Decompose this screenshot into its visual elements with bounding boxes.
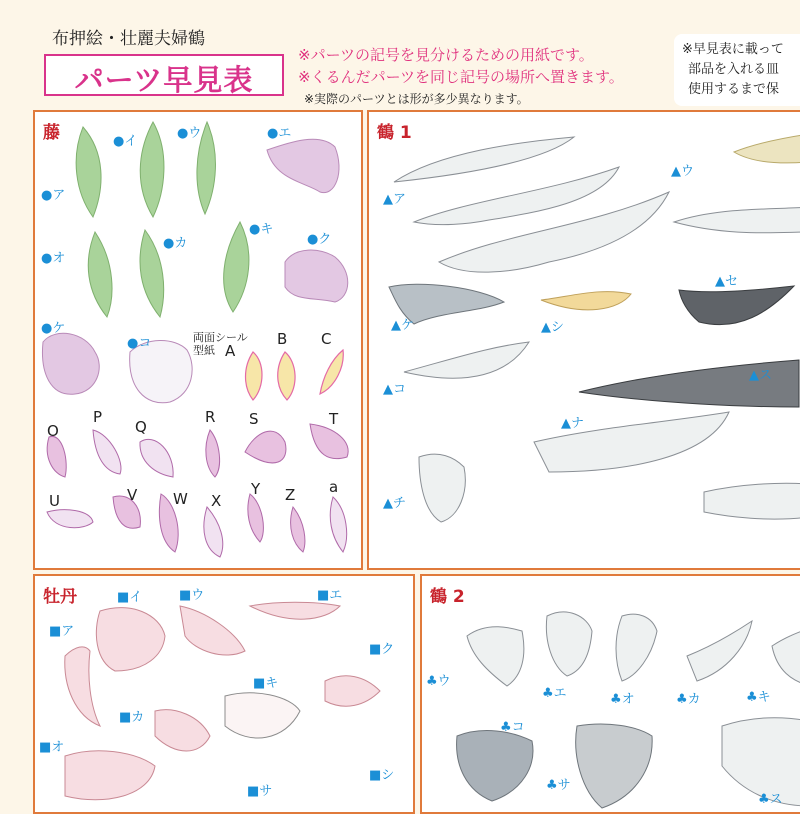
fuji-letter-S: S [249, 410, 259, 428]
tsuru2-label-o: ♣オ [610, 692, 635, 707]
botan-part-e [250, 602, 340, 619]
botan-label-u: ■ウ [179, 588, 205, 603]
tsuru1-label-u: ▲ウ [671, 164, 694, 179]
page-title-box [44, 54, 284, 96]
side-note-line-3: 使用するまで保 [688, 82, 780, 97]
tsuru2-label-e: ♣エ [542, 686, 567, 701]
fuji-letter-V: V [127, 486, 138, 504]
tsuru2-label-ka: ♣カ [676, 692, 701, 707]
side-note-line-1: ※早見表に載って [682, 42, 784, 57]
note-3: ※実際のパーツとは形が多少異なります。 [304, 92, 529, 106]
tsuru1-label-se: ▲セ [715, 274, 738, 289]
fuji-part-C [320, 350, 343, 394]
fuji-label-e: ●エ [267, 126, 292, 141]
tsuru2-label-u: ♣ウ [426, 674, 451, 689]
fuji-label-ko: ●コ [127, 336, 152, 351]
fuji-part-i [140, 122, 164, 217]
fuji-letter-B: B [277, 330, 288, 348]
botan-label-ku: ■ク [369, 642, 395, 657]
panel-tsuru1 [367, 110, 800, 570]
fuji-part-P [93, 430, 121, 474]
tsuru1-label-shi: ▲シ [541, 320, 564, 335]
fuji-label-ke: ●ケ [41, 321, 66, 336]
fuji-part-O [47, 436, 66, 477]
fuji-part-a-small [330, 497, 346, 552]
template-label-2: 型紙 [193, 344, 215, 357]
fuji-label-i: ●イ [113, 134, 138, 149]
fuji-part-Q [140, 439, 173, 477]
botan-part-a [65, 647, 100, 726]
fuji-part-ke [42, 333, 99, 394]
fuji-label-u: ●ウ [177, 126, 202, 141]
fuji-part-R [206, 430, 220, 477]
fuji-part-ki [224, 222, 249, 312]
panel-tsuru2 [420, 574, 800, 814]
panel-fuji-title: 藤 [43, 123, 60, 143]
subtitle: 布押絵・壮麗夫婦鶴 [52, 29, 205, 49]
botan-label-a: ■ア [49, 624, 75, 639]
tsuru2-label-sa: ♣サ [546, 778, 571, 793]
fuji-letter-P: P [93, 408, 103, 426]
botan-label-ki: ■キ [253, 676, 279, 691]
botan-part-u [180, 606, 245, 655]
fuji-part-T [310, 424, 348, 459]
botan-parts-drawing [35, 576, 415, 814]
fuji-part-e [267, 139, 339, 192]
fuji-label-ka: ●カ [163, 236, 188, 251]
fuji-part-X [204, 507, 223, 557]
note-1: ※パーツの記号を見分けるための用紙です。 [298, 46, 594, 64]
fuji-part-U [47, 510, 93, 528]
fuji-part-Z [291, 507, 305, 552]
tsuru2-label-su: ♣ス [758, 792, 783, 807]
fuji-part-a [76, 127, 101, 217]
fuji-letter-Q: Q [135, 418, 147, 436]
tsuru2-part-ki [772, 628, 800, 686]
tsuru2-label-ki: ♣キ [746, 690, 771, 705]
tsuru2-part-o [616, 614, 657, 681]
botan-label-ka: ■カ [119, 710, 145, 725]
tsuru1-label-chi: ▲チ [383, 496, 406, 511]
fuji-part-B [278, 352, 295, 400]
tsuru1-part-shi [541, 292, 631, 310]
fuji-part-ka [140, 230, 164, 317]
side-note-box [674, 34, 800, 106]
tsuru2-part-ka [687, 621, 752, 681]
fuji-label-o: ●オ [41, 251, 66, 266]
fuji-part-A [246, 352, 263, 400]
tsuru2-label-ko: ♣コ [500, 720, 525, 735]
fuji-letter-X: X [211, 492, 222, 510]
tsuru1-part-a-top [394, 137, 574, 182]
fuji-letter-U: U [49, 492, 60, 510]
tsuru1-part-ko-wing [404, 342, 529, 378]
panel-botan [33, 574, 415, 814]
fuji-letter-Y: Y [251, 480, 261, 498]
tsuru2-part-e [546, 612, 592, 676]
panel-botan-title: 牡丹 [43, 587, 77, 607]
tsuru1-part-chi [419, 454, 465, 522]
botan-part-i [96, 608, 165, 671]
fuji-part-S [245, 431, 286, 463]
fuji-part-o [88, 232, 112, 317]
tsuru1-part-se [679, 286, 794, 325]
botan-label-shi: ■シ [369, 768, 395, 783]
botan-label-sa: ■サ [247, 784, 273, 799]
tsuru1-parts-drawing [369, 112, 800, 570]
botan-label-i: ■イ [117, 590, 143, 605]
tsuru1-part-side [674, 207, 800, 233]
side-note-line-2: 部品を入れる皿 [688, 62, 780, 77]
fuji-letter-a: a [329, 478, 339, 496]
fuji-letter-O: O [47, 422, 59, 440]
fuji-letter-A: A [225, 342, 236, 360]
tsuru1-label-ke: ▲ケ [391, 318, 414, 333]
fuji-letter-R: R [205, 408, 216, 426]
template-label-1: 両面シール [193, 331, 248, 344]
botan-label-e: ■エ [317, 588, 343, 603]
fuji-letter-T: T [329, 410, 339, 428]
fuji-label-a: ●ア [41, 188, 66, 203]
botan-part-ku [325, 676, 380, 706]
tsuru1-part-top-right [734, 134, 800, 163]
fuji-letter-C: C [321, 330, 332, 348]
tsuru1-label-su: ▲ス [749, 368, 772, 383]
fuji-letter-Z: Z [285, 486, 296, 504]
tsuru1-label-a: ▲ア [383, 192, 406, 207]
botan-part-ka [155, 710, 210, 751]
tsuru2-part-sa [576, 724, 652, 808]
fuji-label-ki: ●キ [249, 222, 274, 237]
panel-tsuru1-title: 鶴 1 [377, 123, 412, 143]
botan-part-o [65, 751, 155, 800]
tsuru2-part-u [467, 627, 524, 686]
fuji-letter-W: W [173, 490, 188, 508]
note-2: ※くるんだパーツを同じ記号の場所へ置きます。 [298, 68, 624, 86]
panel-fuji [33, 110, 363, 570]
tsuru1-label-na: ▲ナ [561, 416, 584, 431]
botan-label-o: ■オ [39, 740, 65, 755]
tsuru1-part-right-lower [704, 483, 800, 519]
fuji-part-ku [285, 250, 348, 302]
botan-part-ki [225, 693, 300, 738]
panel-tsuru2-title: 鶴 2 [430, 587, 465, 607]
page-title: パーツ早見表 [74, 63, 254, 97]
fuji-label-ku: ●ク [307, 232, 332, 247]
tsuru2-part-ko [457, 731, 533, 801]
tsuru1-label-ko: ▲コ [383, 382, 406, 397]
fuji-part-Y [248, 494, 264, 542]
